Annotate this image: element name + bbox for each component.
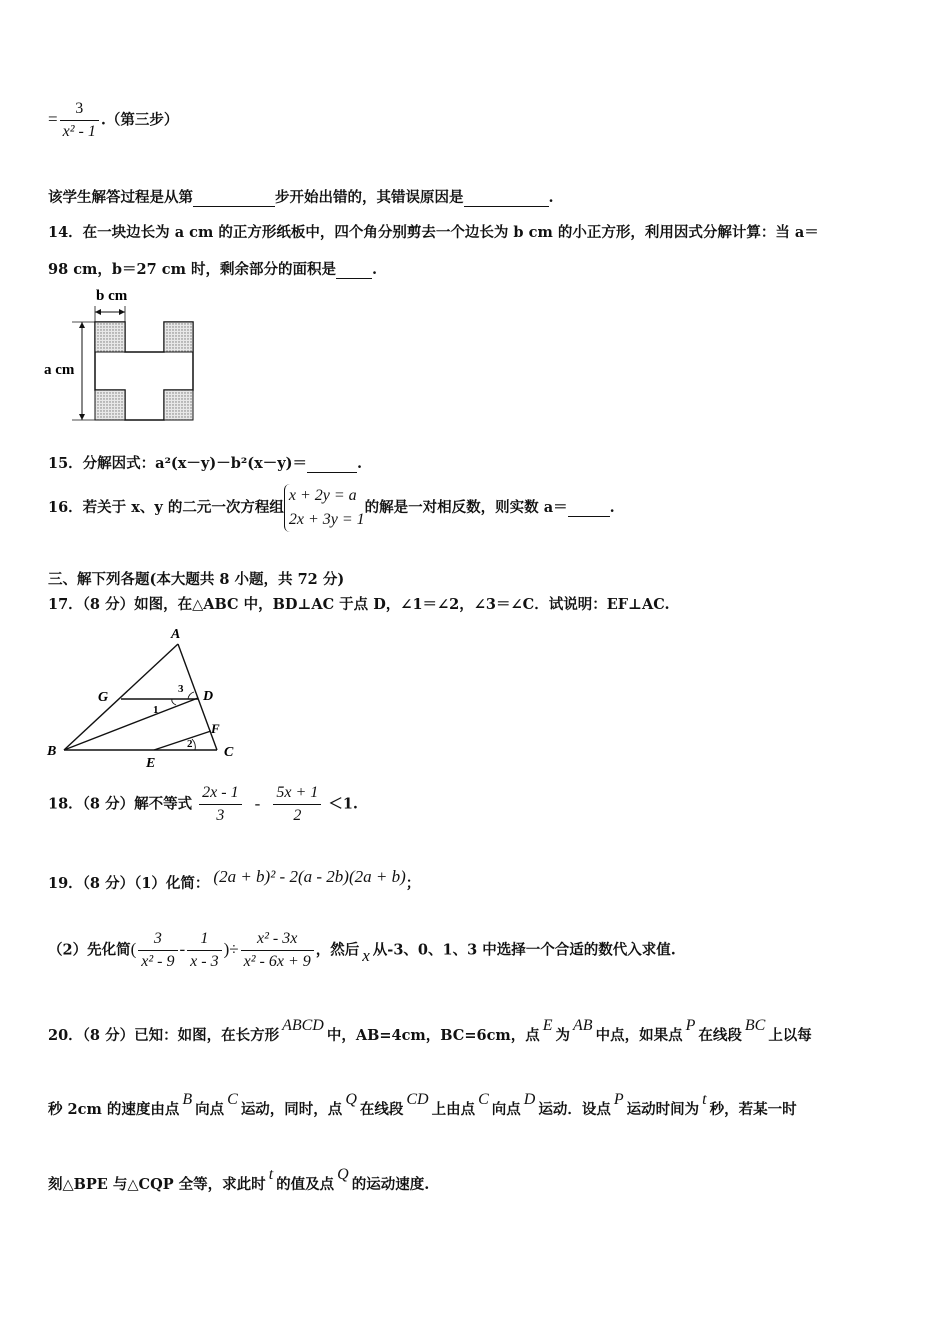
q20-l2h: 运动时间为 [626,1101,700,1118]
q20-var-q: Q [345,1091,357,1108]
q20-var-abcd: ABCD [282,1017,324,1034]
q14-answer-blank[interactable] [336,261,372,279]
q19-part2-line: （2）先化简( $\frac{3}{\text{x² - 9}}$ - $\frac{1}{x - 3}$ )÷ $\frac{\text{x² - 3x}}{\text{x² - 6x + 9}}$ ，然后 x 从-3、0、1、3 中选择一个合适的数代入求值. [48,930,676,970]
q20-var-cd: CD [406,1091,429,1108]
q20-l1e: 在线段 [698,1027,742,1044]
q19-part2-prefix: （2）先化简 [48,941,131,959]
q15-answer-blank[interactable] [307,455,357,473]
q20-l2b: 向点 [195,1101,225,1118]
q19-part1-line [48,867,902,893]
q18-minus: - [254,793,261,813]
angle-1-arc [172,699,176,705]
label-D: D [203,689,214,704]
q20-var-ab: AB [573,1017,593,1034]
step3-fraction [60,100,99,141]
q20-var-t: t [702,1091,707,1108]
label-B: B [47,744,57,759]
q19-part1-prefix: 19．（8 分）（1）化简： [48,875,210,892]
error-question-line [48,186,902,207]
label-E: E [146,756,156,771]
answer-blank-step[interactable] [193,189,275,207]
q20-l2a: 秒 2cm 的速度由点 [48,1101,180,1118]
q19-part1-end: ； [405,875,421,892]
q20-l2i: 秒，若某一时 [709,1101,797,1118]
corner-square-tr [164,322,193,352]
q18-prefix: 18．（8 分）解不等式 [48,795,193,813]
q19-part2-mid: ，然后 [315,941,360,959]
q20-var-p: P [685,1017,696,1034]
q20-l3b: 的值及点 [276,1176,335,1193]
q17-text: 17．（8 分）如图，在△ABC 中，BD⊥AC 于点 D，∠1＝∠2，∠3＝∠C．试说明：EF⊥AC. [48,596,670,613]
q17-triangle-figure [40,622,250,772]
label-F: F [211,721,220,736]
q20-l2c: 运动，同时，点 [240,1101,343,1118]
q20-var-c: C [227,1091,238,1108]
q14-line2 [48,258,902,279]
q19-f3-denominator: x² - 6x + 9 [243,953,311,970]
q20-l3a: 刻△BPE 与△CQP 全等，求此时 [48,1176,266,1193]
q19-fraction-3 [241,930,314,971]
q20-var-p2: P [613,1091,624,1108]
q20-l2g: 运动．设点 [538,1101,611,1118]
step3-label: .（第三步） [100,111,179,129]
q18-f2-denominator: 2 [293,807,302,824]
q14-end: . [371,261,378,278]
label-C: C [224,745,234,760]
q20-var-d: D [523,1091,536,1108]
q20-line3 [48,1166,902,1194]
q19-fraction-2 [187,930,221,971]
corner-square-bl [95,390,125,420]
q20-line2 [48,1091,902,1119]
label-a-cm: a cm [44,362,75,378]
q18-fraction-2 [273,784,321,825]
step3-line [48,100,902,141]
q19-f3-numerator: x² - 3x [241,930,314,951]
q20-l1b: 中，AB=4cm，BC=6cm，点 [326,1027,540,1044]
q20-var-t2: t [268,1166,274,1183]
label-angle-3: 3 [178,683,184,695]
q20-l1a: 20．（8 分）已知：如图，在长方形 [48,1027,280,1044]
q20-var-c2: C [478,1091,489,1108]
q19-f1-denominator: x² - 9 [141,953,175,970]
q16-answer-blank[interactable] [568,499,610,517]
equation-1: x + 2y = a [288,487,357,504]
q20-var-q2: Q [337,1166,349,1183]
q15-text: 15．分解因式：a²(x－y)－b²(x－y)＝ [48,455,307,472]
q14-line1: 14．在一块边长为 a cm 的正方形纸板中，四个角分别剪去一个边长为 b cm 的小正方形，利用因式分解计算：当 a＝ [48,224,819,241]
corner-square-br [164,390,193,420]
q14-square-figure [40,284,210,424]
q20-var-b: B [182,1091,193,1108]
q20-l2d: 在线段 [359,1101,404,1118]
error-question-text-b: 步开始出错的，其错误原因是 [275,189,464,206]
q18-f1-denominator: 3 [216,807,225,824]
error-question-end: . [548,189,554,206]
side-ab [64,644,178,750]
q18-f1-numerator: 2x - 1 [199,784,241,805]
q20-line1 [48,1017,902,1045]
q14-line2-text: 98 cm，b＝27 cm 时，剩余部分的面积是 [48,261,336,278]
q19-part1-expression: (2a + b)² - 2(a - 2b)(2a + b) [213,867,406,886]
q20-var-e: E [542,1017,553,1034]
corner-square-tl [95,322,125,352]
equation-system [284,484,365,532]
q20-l1f: 上以每 [768,1027,812,1044]
q16-suffix: 的解是一对相反数，则实数 a＝ [364,499,568,516]
angle-3-arc [188,692,194,699]
q19-var-x: x [362,945,370,965]
q18-f2-numerator: 5x + 1 [273,784,321,805]
q18-suffix: ＜1. [328,795,358,813]
section3-title: 三、解下列各题(本大题共 8 小题，共 72 分) [48,571,345,588]
answer-blank-reason[interactable] [464,189,549,207]
equation-2: 2x + 3y = 1 [288,511,365,528]
q19-f1-numerator: 3 [138,930,177,951]
q18-fraction-1 [199,784,241,825]
q19-f2-numerator: 1 [187,930,221,951]
equals-sign: = [48,109,58,129]
label-angle-2: 2 [187,738,193,750]
fraction-denominator: x² - 1 [62,123,96,140]
label-angle-1: 1 [153,704,159,716]
q20-l1c: 为 [555,1027,571,1044]
q20-l1d: 中点，如果点 [595,1027,683,1044]
q18-line [48,784,902,825]
q16-end: . [609,499,615,516]
fraction-numerator: 3 [60,100,99,121]
q19-f2-denominator: x - 3 [190,953,219,970]
q19-fraction-1 [138,930,177,971]
q20-l2f: 向点 [491,1101,521,1118]
q16-line [48,484,902,532]
q20-l3c: 的运动速度. [351,1176,430,1193]
label-A: A [171,627,181,642]
label-b-cm: b cm [96,288,128,304]
q19-minus: - [179,939,186,959]
q20-l2e: 上由点 [431,1101,476,1118]
q20-var-bc: BC [744,1017,766,1034]
q15-line [48,452,902,473]
label-G: G [98,690,109,705]
q19-divide: ÷ [229,939,239,959]
q15-end: . [357,455,363,472]
q19-part2-suffix: 从-3、0、1、3 中选择一个合适的数代入求值. [372,941,676,959]
q16-prefix: 16．若关于 x、y 的二元一次方程组 [48,499,284,516]
error-question-text-a: 该学生解答过程是从第 [48,189,193,206]
segment-ef [154,731,211,750]
